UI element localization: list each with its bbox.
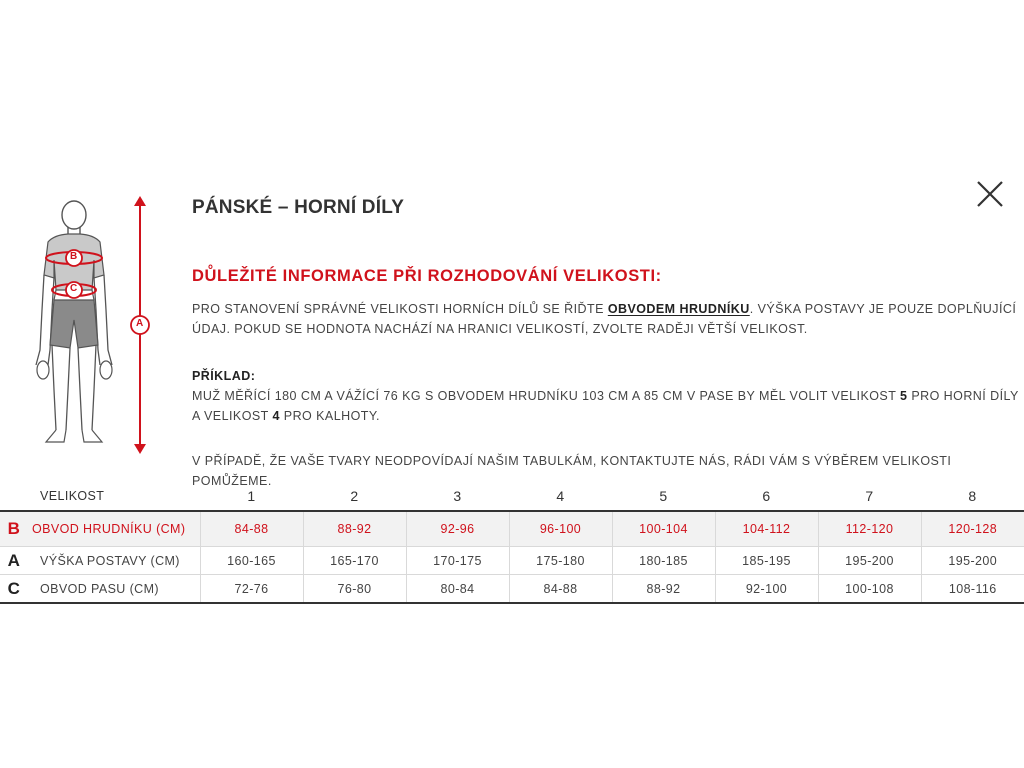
intro-text-before: PRO STANOVENÍ SPRÁVNÉ VELIKOSTI HORNÍCH DÍLŮ SE ŘIĎTE [192,302,608,316]
contact-note: V PŘÍPADĚ, ŽE VAŠE TVARY NEODPOVÍDAJÍ NAŠIM TABULKÁM, KONTAKTUJTE NÁS, RÁDI VÁM S VÝBĚREM VELIKOSTI POMŮŽEME. [192,454,952,488]
example-size-bottom: 4 [272,409,280,423]
example-paragraph [192,366,1022,426]
important-heading: DŮLEŽITÉ INFORMACE PŘI ROZHODOVÁNÍ VELIKOSTI: [192,267,662,285]
row-key: B [0,511,28,547]
intro-paragraph [192,299,1022,339]
table-row-waist [0,575,1024,604]
page-title: PÁNSKÉ – HORNÍ DÍLY [192,197,405,218]
table-row-height [0,547,1024,575]
table-cell: 88-92 [303,511,406,547]
size-header: 8 [968,488,977,504]
table-cell: 72-76 [200,575,303,604]
row-key: C [0,575,28,604]
row-label: OBVOD HRUDNÍKU (CM) [28,511,200,547]
size-header: 6 [762,488,771,504]
table-row-chest [0,511,1024,547]
example-label: PŘÍKLAD: [192,369,256,383]
intro-text-after: . VÝŠKA POSTAVY JE POUZE DOPLŇUJÍCÍ ÚDAJ. POKUD SE HODNOTA NACHÁZÍ NA HRANICI VELIKOSTÍ, ZVOLTE RADĚJI VĚTŠÍ VELIKOST. [192,302,1017,336]
size-header: 1 [247,488,256,504]
size-header: 7 [865,488,874,504]
figure-marker-b: B [70,251,78,262]
size-table [0,482,1024,604]
table-cell: 195-200 [818,547,921,575]
close-button[interactable] [972,176,1008,212]
table-cell: 76-80 [303,575,406,604]
body-measurement-figure [26,190,166,460]
table-cell: 100-104 [612,511,715,547]
size-header: 2 [350,488,359,504]
row-key: A [0,547,28,575]
size-header: 3 [453,488,462,504]
size-header: 4 [556,488,565,504]
table-cell: 80-84 [406,575,509,604]
table-cell: 160-165 [200,547,303,575]
table-cell: 104-112 [715,511,818,547]
table-cell: 84-88 [509,575,612,604]
table-cell: 108-116 [921,575,1024,604]
example-text-1: MUŽ MĚŘÍCÍ 180 CM A VÁŽÍCÍ 76 KG S OBVODEM HRUDNÍKU 103 CM A 85 CM V PASE BY MĚL VOLIT VELIKOST [192,389,900,403]
table-header-key [0,482,28,511]
table-header-row [0,482,1024,511]
table-cell: 120-128 [921,511,1024,547]
body-figure-icon [26,190,166,460]
table-cell: 170-175 [406,547,509,575]
figure-marker-a: A [136,318,144,329]
example-text-2: PRO HORNÍ DÍLY A VELIKOST [192,389,1019,423]
size-header: 5 [659,488,668,504]
table-cell: 185-195 [715,547,818,575]
intro-emphasis: OBVODEM HRUDNÍKU [607,302,750,316]
row-label: OBVOD PASU (CM) [28,575,200,604]
table-cell: 112-120 [818,511,921,547]
table-cell: 100-108 [818,575,921,604]
table-cell: 92-96 [406,511,509,547]
table-cell: 92-100 [715,575,818,604]
example-size-top: 5 [899,389,908,403]
close-icon [972,176,1008,212]
table-header-label: VELIKOST [40,489,105,503]
row-label: VÝŠKA POSTAVY (CM) [28,547,200,575]
example-text-3: PRO KALHOTY. [279,409,380,423]
table-cell: 96-100 [509,511,612,547]
figure-marker-c: C [70,283,78,294]
table-cell: 180-185 [612,547,715,575]
table-cell: 195-200 [921,547,1024,575]
table-cell: 165-170 [303,547,406,575]
table-cell: 88-92 [612,575,715,604]
table-cell: 84-88 [200,511,303,547]
table-cell: 175-180 [509,547,612,575]
